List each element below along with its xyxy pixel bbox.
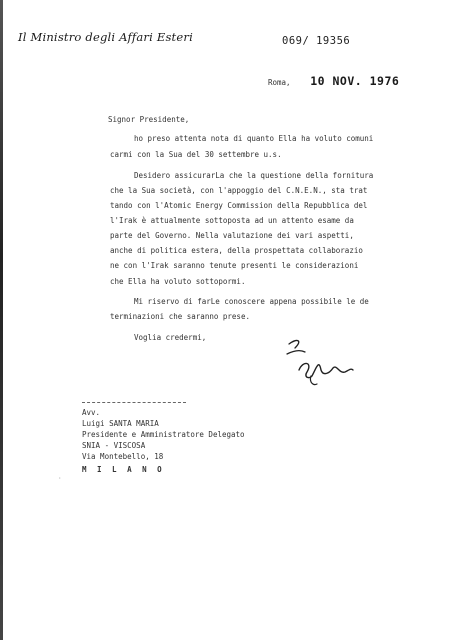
addressee-company: SNIA - VISCOSA [82,441,146,450]
body-line: carmi con la Sua del 30 settembre u.s. [110,150,282,159]
body-line: l'Irak è attualmente sottoposta ad un attento esame da [110,216,354,225]
body-line: ho preso attenta nota di quanto Ella ha voluto comuni [134,134,374,143]
body-line: Desidero assicurarLa che la questione della fornitura [134,171,374,180]
stray-mark: · [58,475,62,482]
addressee-name: Luigi SANTA MARIA [82,419,159,428]
protocol-number: 069/ 19356 [282,35,351,47]
body-line: Mi riservo di farLe conoscere appena possibile le de [134,297,369,306]
addressee-city: M I L A N O [82,465,165,474]
body-line: tando con l'Atomic Energy Commission della Repubblica del [110,201,368,210]
addressee-rule [82,402,186,403]
addressee-street: Via Montebello, 18 [82,452,164,461]
body-line: parte del Governo. Nella valutazione dei vari aspetti, [110,231,354,240]
letterhead: Il Ministro degli Affari Esteri [18,30,193,44]
place: Roma, [268,78,291,87]
place-date [268,70,399,89]
addressee-title: Avv. [82,408,101,417]
body-line: che la Sua società, con l'appoggio del C.N.E.N., sta trat [110,186,368,195]
salutation: Signor Presidente, [108,115,190,124]
body-line: terminazioni che saranno prese. [110,312,250,321]
addressee-role: Presidente e Amministratore Delegato [82,430,245,439]
body-line: Voglia credermi, [134,333,207,342]
body-line: anche di politica estera, della prospettata collaborazio [110,246,363,255]
handwritten-signature [283,330,355,388]
body-line: che Ella ha voluto sottopormi. [110,277,246,286]
body-line: ne con l'Irak saranno tenute presenti le considerazioni [110,261,359,270]
scan-edge [0,0,3,640]
date-stamp: 10 NOV. 1976 [310,74,400,88]
